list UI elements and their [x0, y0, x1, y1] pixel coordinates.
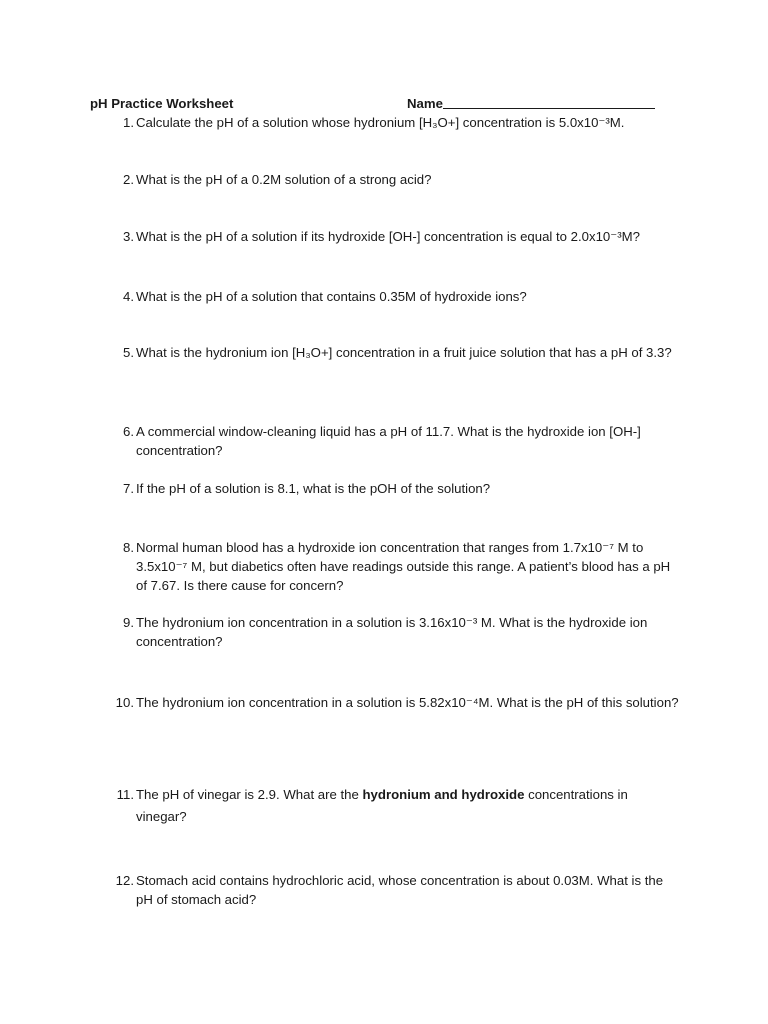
question-text-emphasis: hydronium and hydroxide	[362, 787, 525, 802]
question-number: 11.	[116, 787, 134, 802]
question-text: What is the pH of a 0.2M solution of a strong acid?	[136, 172, 432, 187]
question-number: 5.	[123, 345, 134, 360]
question-number: 9.	[123, 615, 134, 630]
question-text: The hydronium ion concentration in a solution is 3.16x10⁻³ M. What is the hydroxide ion concentration?	[136, 615, 648, 649]
question-number: 6.	[123, 424, 134, 439]
page-title: pH Practice Worksheet	[90, 96, 234, 111]
question-number: 10.	[115, 695, 134, 710]
question-text: What is the pH of a solution that contains 0.35M of hydroxide ions?	[136, 289, 527, 304]
question-number: 12.	[115, 873, 134, 888]
question-text: What is the hydronium ion [H₃O+] concentration in a fruit juice solution that has a pH of 3.3?	[136, 345, 672, 360]
question-text: What is the pH of a solution if its hydroxide [OH-] concentration is equal to 2.0x10⁻³M?	[136, 229, 640, 244]
worksheet-header	[90, 94, 690, 113]
question-text-end: concentrations in vinegar?	[136, 787, 628, 824]
question-text: Stomach acid contains hydrochloric acid, whose concentration is about 0.03M. What is the pH of stomach acid?	[136, 873, 664, 907]
question-number: 3.	[123, 229, 134, 244]
question-number: 4.	[123, 289, 134, 304]
question-number: 2.	[123, 172, 134, 187]
question-text: Normal human blood has a hydroxide ion concentration that ranges from 1.7x10⁻⁷ M to 3.5x10⁻⁷ M, but diabetics often have readings outside this range. A patient’s blood has a pH of 7.67. Is there cause for concern?	[136, 540, 671, 593]
question-text: If the pH of a solution is 8.1, what is the pOH of the solution?	[136, 481, 491, 496]
question-text-start: The pH of vinegar is 2.9. What are the	[136, 787, 363, 802]
question-text: The hydronium ion concentration in a solution is 5.82x10⁻⁴M. What is the pH of this solution?	[136, 695, 679, 710]
question-text: Calculate the pH of a solution whose hydronium [H₃O+] concentration is 5.0x10⁻³M.	[136, 115, 625, 130]
name-blank-line	[443, 108, 655, 109]
question-number: 7.	[123, 481, 134, 496]
question-text	[136, 784, 682, 828]
question-number: 1.	[123, 115, 134, 130]
name-label: Name	[407, 96, 443, 111]
question-number: 8.	[123, 540, 134, 555]
question-text: A commercial window-cleaning liquid has a pH of 11.7. What is the hydroxide ion [OH-] concentration?	[136, 424, 641, 458]
